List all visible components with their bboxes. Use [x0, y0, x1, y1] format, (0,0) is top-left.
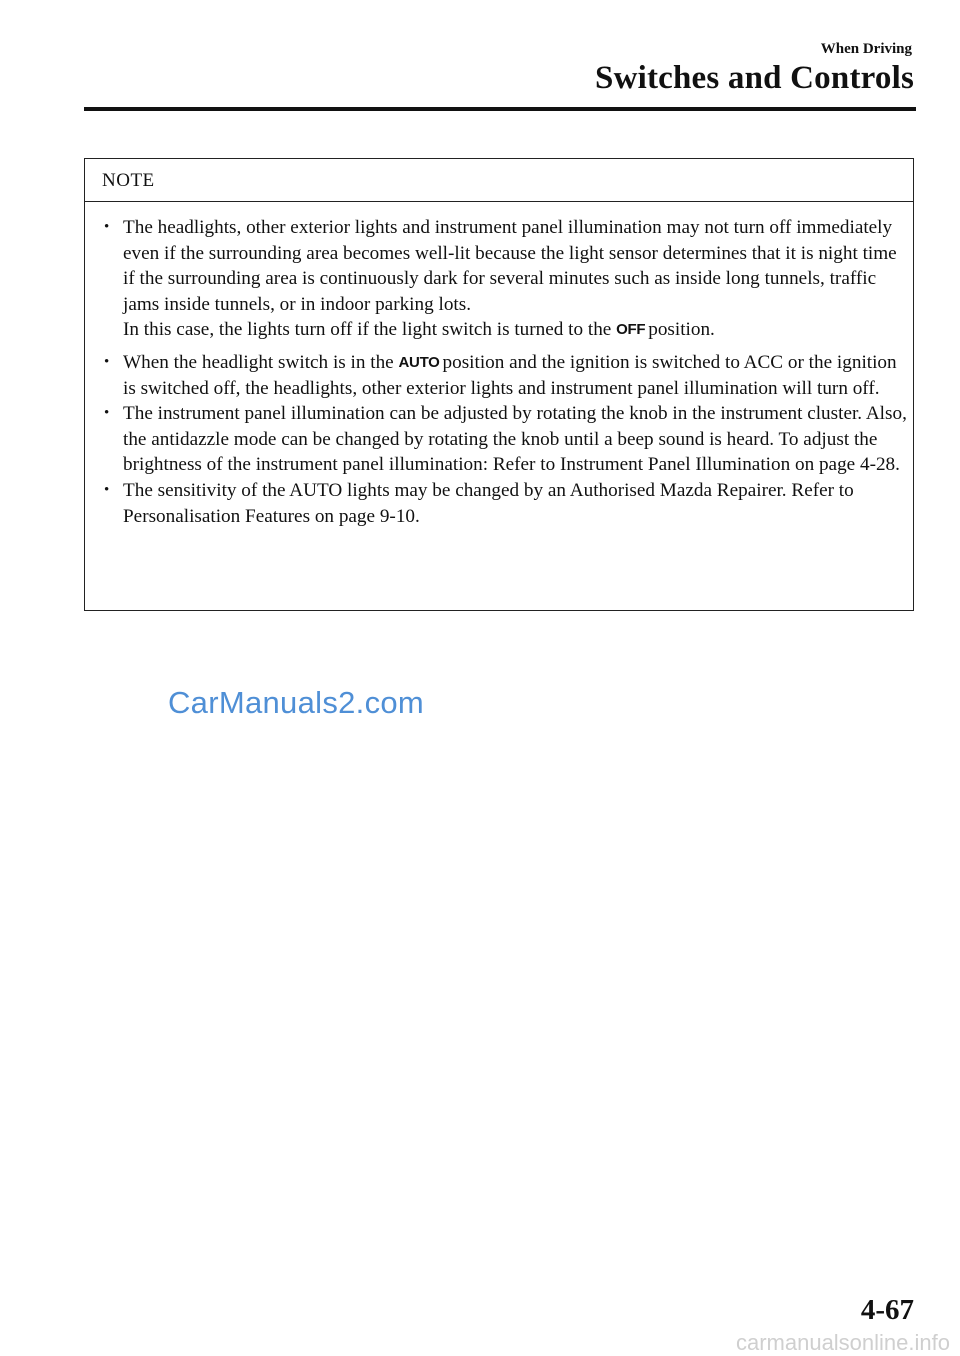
- note-item: [99, 350, 907, 401]
- footer-watermark: carmanualsonline.info: [735, 1330, 950, 1355]
- header-divider: [84, 107, 916, 111]
- note-item-text: The sensitivity of the AUTO lights may be changed by an Authorised Mazda Repairer. Refer to Personalisation Features on page 9-10.: [123, 479, 854, 527]
- bullet-icon: •: [104, 219, 110, 235]
- note-item-text: In this case, the lights turn off if the light switch is turned to the: [123, 319, 612, 341]
- note-item-text: The instrument panel illumination can be adjusted by rotating the knob in the instrument cluster. Also, the antidazzle mode can be changed by rotating the knob until a beep sound is heard. To adjust the brightness of the instrument panel illumination: Refer to Instrument Panel Illumination on page 4-28.: [123, 403, 907, 476]
- note-divider: [85, 201, 913, 202]
- note-item-text: When the headlight switch is in the: [123, 351, 394, 373]
- bullet-icon: •: [104, 481, 110, 498]
- note-item-subline: [123, 317, 907, 343]
- note-item: [99, 215, 907, 343]
- note-label: NOTE: [102, 170, 155, 191]
- page-number: 4-67: [860, 1294, 914, 1326]
- note-item-text: The headlights, other exterior lights and instrument panel illumination may not turn off immediately even if the surrounding area becomes well-lit because the light sensor determines that it is night time if the surrounding area is continuously dark for several minutes such as inside long tunnels, traffic jams inside tunnels, or in indoor parking lots.: [123, 217, 897, 315]
- chapter-title: When Driving: [820, 41, 912, 57]
- bullet-icon: •: [104, 353, 110, 370]
- section-title: Switches and Controls: [595, 60, 914, 96]
- bullet-icon: •: [104, 405, 110, 422]
- note-item-text: position.: [648, 319, 715, 341]
- note-list: [99, 215, 907, 529]
- note-item: [99, 478, 907, 529]
- note-box: [84, 158, 914, 611]
- auto-position-symbol: AUTO: [398, 353, 440, 371]
- page-header: [595, 40, 914, 98]
- off-position-symbol: OFF: [616, 321, 646, 339]
- note-item-text: position and the ignition is switched to ACC or the ignition is switched off, the headlights, other exterior lights and instrument panel illumination will turn off.: [123, 351, 897, 399]
- watermark-logo: CarManuals2.com: [168, 685, 425, 720]
- note-item: [99, 401, 907, 478]
